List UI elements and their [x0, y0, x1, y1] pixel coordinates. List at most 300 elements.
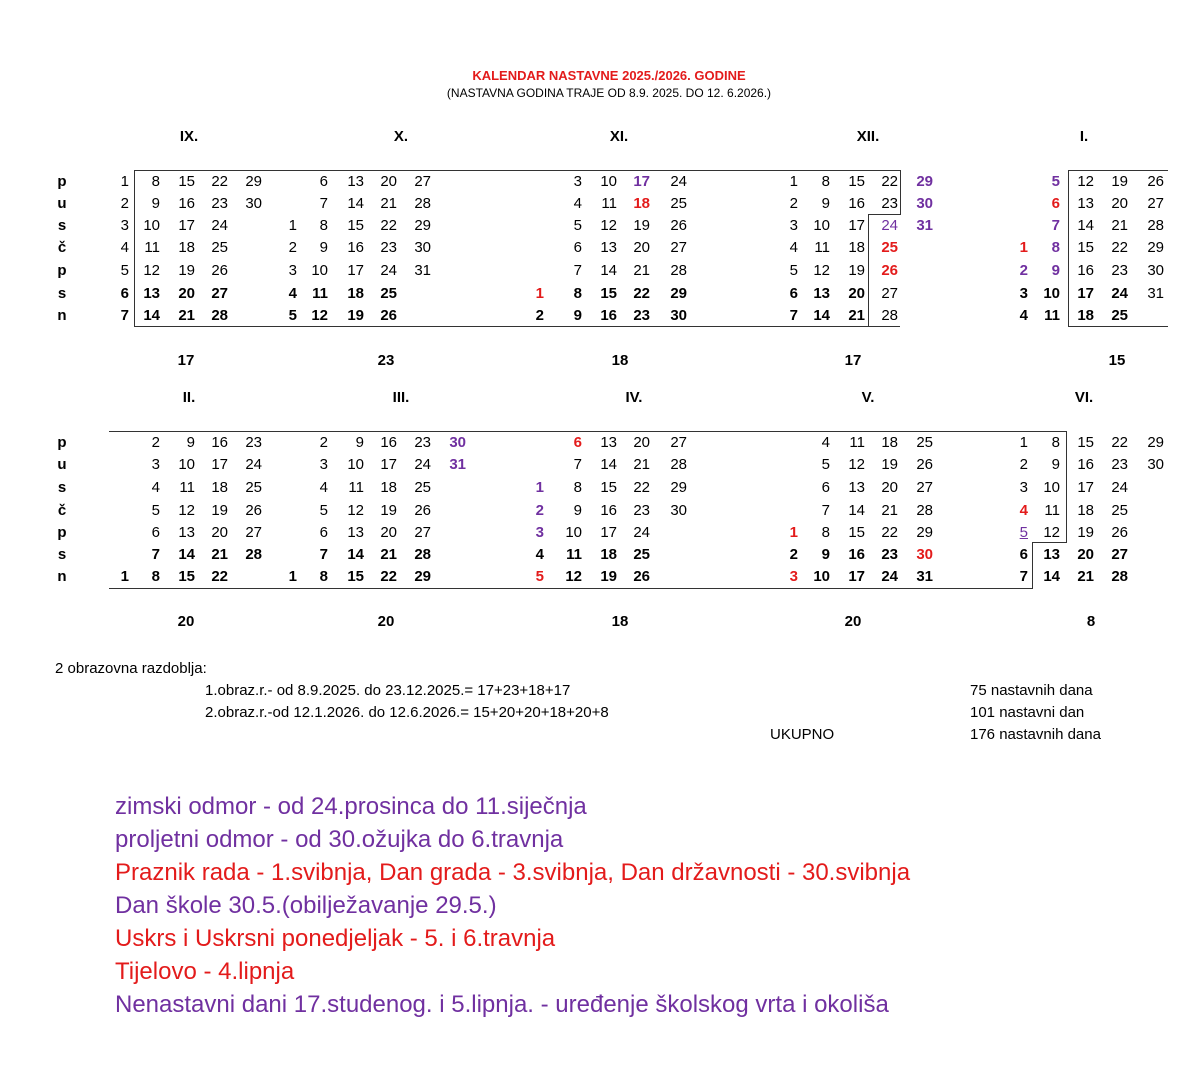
top_rows-day-cell: 8 [151, 173, 160, 190]
top_rows-day-cell: 20 [380, 173, 397, 190]
bottom_rows-day-cell: 16 [380, 434, 397, 451]
bottom_rows-day-cell: 4 [319, 479, 328, 496]
day-letter-bottom: u [57, 456, 67, 473]
top_rows-day-cell: 23 [881, 195, 898, 212]
top_rows-day-cell: 11 [1044, 307, 1060, 324]
bottom_rows-day-cell: 18 [881, 434, 898, 451]
top_rows-day-cell: 5 [120, 262, 129, 279]
top_rows-day-cell: 5 [789, 262, 798, 279]
legend-corpus-christi: Tijelovo - 4.lipnja [115, 958, 295, 985]
bottom_rows-day-cell: 26 [916, 456, 933, 473]
bottom_rows-day-cell: 27 [916, 479, 933, 496]
top_rows-day-cell: 24 [380, 262, 397, 279]
bottom_rows-day-cell: 30 [916, 546, 933, 563]
bottom_rows-day-cell: 2 [319, 434, 328, 451]
top_rows-day-cell: 20 [178, 285, 195, 302]
top_rows-day-cell: 6 [789, 285, 798, 302]
day-letter-top: p [57, 173, 67, 190]
bottom_rows-day-cell: 18 [600, 546, 617, 563]
bottom_rows-day-cell: 31 [916, 568, 933, 585]
bottom_rows-day-cell: 7 [573, 456, 582, 473]
bottom_rows-day-cell: 30 [449, 434, 466, 451]
bottom_rows-day-cell: 3 [151, 456, 160, 473]
legend-spring-break: proljetni odmor - od 30.ožujka do 6.travnja [115, 826, 564, 853]
bottom_rows-day-cell: 26 [633, 568, 650, 585]
bottom_rows-day-cell: 10 [813, 568, 830, 585]
bottom_rows-day-cell: 19 [380, 502, 397, 519]
top_rows-day-cell: 8 [821, 173, 830, 190]
month-label: V. [861, 389, 875, 406]
top_rows-day-cell: 17 [633, 173, 650, 190]
period-border-line [868, 214, 869, 326]
top_rows-day-cell: 16 [600, 307, 617, 324]
month-total: 20 [177, 613, 195, 630]
bottom_rows-day-cell: 8 [1051, 434, 1060, 451]
month-total: 18 [611, 613, 629, 630]
bottom_rows-day-cell: 15 [347, 568, 364, 585]
bottom_rows-day-cell: 7 [821, 502, 830, 519]
top_rows-day-cell: 6 [1051, 195, 1060, 212]
top_rows-day-cell: 20 [848, 285, 865, 302]
top_rows-day-cell: 10 [1043, 285, 1060, 302]
month-total: 20 [377, 613, 395, 630]
bottom_rows-day-cell: 26 [414, 502, 431, 519]
bottom_rows-day-cell: 26 [245, 502, 262, 519]
bottom_rows-day-cell: 23 [1111, 456, 1128, 473]
bottom_rows-day-cell: 20 [1077, 546, 1094, 563]
top_rows-day-cell: 30 [916, 195, 933, 212]
legend-school-day: Dan škole 30.5.(obilježavanje 29.5.) [115, 892, 497, 919]
bottom_rows-day-cell: 18 [380, 479, 397, 496]
top_rows-day-cell: 16 [347, 239, 364, 256]
top_rows-day-cell: 14 [1077, 217, 1094, 234]
top_rows-day-cell: 1 [1019, 239, 1028, 256]
bottom_rows-day-cell: 10 [347, 456, 364, 473]
bottom_rows-day-cell: 11 [849, 434, 865, 451]
month-total: 17 [177, 352, 195, 369]
bottom_rows-day-cell: 5 [151, 502, 160, 519]
bottom_rows-day-cell: 19 [881, 456, 898, 473]
top_rows-day-cell: 6 [120, 285, 129, 302]
top_rows-day-cell: 12 [813, 262, 830, 279]
top_rows-day-cell: 11 [144, 239, 160, 256]
bottom_rows-day-cell: 10 [1043, 479, 1060, 496]
top_rows-day-cell: 23 [1111, 262, 1128, 279]
bottom_rows-day-cell: 5 [821, 456, 830, 473]
bottom_rows-day-cell: 3 [535, 524, 544, 541]
bottom_rows-day-cell: 22 [1111, 434, 1128, 451]
bottom_rows-day-cell: 7 [151, 546, 160, 563]
bottom_rows-day-cell: 2 [151, 434, 160, 451]
bottom_rows-day-cell: 8 [319, 568, 328, 585]
bottom_rows-day-cell: 24 [633, 524, 650, 541]
bottom_rows-day-cell: 30 [670, 502, 687, 519]
top_rows-day-cell: 24 [881, 217, 898, 234]
top_rows-day-cell: 25 [211, 239, 228, 256]
bottom_rows-day-cell: 2 [789, 546, 798, 563]
top_rows-day-cell: 29 [414, 217, 431, 234]
period-border-line [1068, 326, 1168, 327]
bottom_rows-day-cell: 14 [347, 546, 364, 563]
bottom_rows-day-cell: 5 [319, 502, 328, 519]
day-letter-top: s [57, 285, 67, 302]
top_rows-day-cell: 30 [245, 195, 262, 212]
page-subtitle: (NASTAVNA GODINA TRAJE OD 8.9. 2025. DO 12. 6.2026.) [446, 86, 772, 100]
top_rows-day-cell: 18 [178, 239, 195, 256]
bottom_rows-day-cell: 17 [1077, 479, 1094, 496]
period-border-line [109, 588, 1033, 589]
bottom_rows-day-cell: 5 [1019, 524, 1028, 541]
top_rows-day-cell: 14 [600, 262, 617, 279]
bottom_rows-day-cell: 23 [414, 434, 431, 451]
period-border-line [1032, 542, 1033, 589]
bottom_rows-day-cell: 23 [245, 434, 262, 451]
top_rows-day-cell: 28 [670, 262, 687, 279]
bottom_rows-day-cell: 16 [600, 502, 617, 519]
bottom_rows-day-cell: 12 [347, 502, 364, 519]
bottom_rows-day-cell: 11 [179, 479, 195, 496]
period-border-line [900, 170, 901, 215]
bottom_rows-day-cell: 25 [1111, 502, 1128, 519]
top_rows-day-cell: 26 [881, 262, 898, 279]
bottom_rows-day-cell: 28 [670, 456, 687, 473]
bottom_rows-day-cell: 13 [178, 524, 195, 541]
top_rows-day-cell: 28 [1147, 217, 1164, 234]
top_rows-day-cell: 23 [380, 239, 397, 256]
bottom_rows-day-cell: 9 [1051, 456, 1060, 473]
summary-total-days: 176 nastavnih dana [970, 726, 1101, 743]
bottom_rows-day-cell: 27 [670, 434, 687, 451]
bottom_rows-day-cell: 3 [789, 568, 798, 585]
period-border-line [109, 431, 1067, 432]
bottom_rows-day-cell: 15 [848, 524, 865, 541]
bottom_rows-day-cell: 28 [245, 546, 262, 563]
month-total: 20 [844, 613, 862, 630]
bottom_rows-day-cell: 1 [288, 568, 297, 585]
top_rows-day-cell: 30 [414, 239, 431, 256]
top_rows-day-cell: 28 [414, 195, 431, 212]
top_rows-day-cell: 31 [414, 262, 431, 279]
bottom_rows-day-cell: 1 [535, 479, 544, 496]
bottom_rows-day-cell: 29 [916, 524, 933, 541]
day-letter-bottom: s [57, 479, 67, 496]
top_rows-day-cell: 24 [211, 217, 228, 234]
bottom_rows-day-cell: 12 [848, 456, 865, 473]
bottom_rows-day-cell: 7 [1019, 568, 1028, 585]
period-border-line [1066, 431, 1067, 543]
bottom_rows-day-cell: 20 [380, 524, 397, 541]
legend-winter-break: zimski odmor - od 24.prosinca do 11.siječnja [115, 793, 587, 820]
top_rows-day-cell: 2 [120, 195, 129, 212]
bottom_rows-day-cell: 11 [348, 479, 364, 496]
top_rows-day-cell: 5 [1051, 173, 1060, 190]
bottom_rows-day-cell: 2 [535, 502, 544, 519]
day-letter-bottom: p [57, 434, 67, 451]
day-letter-top: č [57, 239, 67, 256]
period-border-line [134, 170, 135, 327]
day-letter-top: n [57, 307, 67, 324]
top_rows-day-cell: 26 [211, 262, 228, 279]
top_rows-day-cell: 13 [600, 239, 617, 256]
bottom_rows-day-cell: 27 [414, 524, 431, 541]
bottom_rows-day-cell: 6 [573, 434, 582, 451]
top_rows-day-cell: 15 [1077, 239, 1094, 256]
bottom_rows-day-cell: 8 [821, 524, 830, 541]
day-letter-bottom: p [57, 524, 67, 541]
bottom_rows-day-cell: 10 [178, 456, 195, 473]
top_rows-day-cell: 29 [916, 173, 933, 190]
top_rows-day-cell: 18 [848, 239, 865, 256]
period-border-line [1032, 542, 1066, 543]
bottom_rows-day-cell: 14 [600, 456, 617, 473]
top_rows-day-cell: 20 [633, 239, 650, 256]
bottom_rows-day-cell: 19 [600, 568, 617, 585]
bottom_rows-day-cell: 1 [1019, 434, 1028, 451]
top_rows-day-cell: 3 [573, 173, 582, 190]
top_rows-day-cell: 26 [380, 307, 397, 324]
month-label: VI. [1074, 389, 1094, 406]
top_rows-day-cell: 16 [1077, 262, 1094, 279]
top_rows-day-cell: 2 [1019, 262, 1028, 279]
bottom_rows-day-cell: 28 [916, 502, 933, 519]
top_rows-day-cell: 28 [881, 307, 898, 324]
top_rows-day-cell: 4 [288, 285, 297, 302]
legend-easter: Uskrs i Uskrsni ponedjeljak - 5. i 6.travnja [115, 925, 556, 952]
period-border-line [134, 170, 900, 171]
month-label: XI. [609, 128, 629, 145]
top_rows-day-cell: 18 [347, 285, 364, 302]
month-label: III. [392, 389, 410, 406]
top_rows-day-cell: 19 [848, 262, 865, 279]
top_rows-day-cell: 6 [319, 173, 328, 190]
day-letter-top: p [57, 262, 67, 279]
bottom_rows-day-cell: 29 [670, 479, 687, 496]
bottom_rows-day-cell: 12 [565, 568, 582, 585]
top_rows-day-cell: 19 [178, 262, 195, 279]
top_rows-day-cell: 17 [347, 262, 364, 279]
bottom_rows-day-cell: 20 [211, 524, 228, 541]
top_rows-day-cell: 23 [633, 307, 650, 324]
top_rows-day-cell: 2 [789, 195, 798, 212]
top_rows-day-cell: 4 [789, 239, 798, 256]
period-border-line [1068, 170, 1168, 171]
top_rows-day-cell: 21 [633, 262, 650, 279]
bottom_rows-day-cell: 17 [211, 456, 228, 473]
top_rows-day-cell: 7 [573, 262, 582, 279]
top_rows-day-cell: 13 [347, 173, 364, 190]
bottom_rows-day-cell: 21 [380, 546, 397, 563]
top_rows-day-cell: 16 [848, 195, 865, 212]
bottom_rows-day-cell: 22 [633, 479, 650, 496]
bottom_rows-day-cell: 9 [821, 546, 830, 563]
bottom_rows-day-cell: 22 [211, 568, 228, 585]
bottom_rows-day-cell: 24 [881, 568, 898, 585]
bottom_rows-day-cell: 21 [881, 502, 898, 519]
top_rows-day-cell: 17 [178, 217, 195, 234]
top_rows-day-cell: 7 [1051, 217, 1060, 234]
top_rows-day-cell: 2 [288, 239, 297, 256]
top_rows-day-cell: 31 [916, 217, 933, 234]
bottom_rows-day-cell: 31 [449, 456, 466, 473]
top_rows-day-cell: 31 [1147, 285, 1164, 302]
bottom_rows-day-cell: 25 [916, 434, 933, 451]
bottom_rows-day-cell: 29 [414, 568, 431, 585]
bottom_rows-day-cell: 25 [414, 479, 431, 496]
top_rows-day-cell: 29 [670, 285, 687, 302]
top_rows-day-cell: 6 [573, 239, 582, 256]
top_rows-day-cell: 13 [143, 285, 160, 302]
top_rows-day-cell: 2 [535, 307, 544, 324]
top_rows-day-cell: 27 [414, 173, 431, 190]
bottom_rows-day-cell: 15 [178, 568, 195, 585]
top_rows-day-cell: 22 [211, 173, 228, 190]
bottom_rows-day-cell: 23 [633, 502, 650, 519]
day-letter-top: s [57, 217, 67, 234]
top_rows-day-cell: 22 [380, 217, 397, 234]
month-label: II. [182, 389, 196, 406]
bottom_rows-day-cell: 18 [1077, 502, 1094, 519]
top_rows-day-cell: 14 [813, 307, 830, 324]
page-title: KALENDAR NASTAVNE 2025./2026. GODINE [472, 68, 746, 83]
bottom_rows-day-cell: 17 [380, 456, 397, 473]
bottom_rows-day-cell: 3 [1019, 479, 1028, 496]
bottom_rows-day-cell: 17 [848, 568, 865, 585]
bottom_rows-day-cell: 15 [1077, 434, 1094, 451]
bottom_rows-day-cell: 6 [821, 479, 830, 496]
top_rows-day-cell: 11 [312, 285, 328, 302]
bottom_rows-day-cell: 4 [151, 479, 160, 496]
bottom_rows-day-cell: 19 [1077, 524, 1094, 541]
bottom_rows-day-cell: 13 [1043, 546, 1060, 563]
top_rows-day-cell: 25 [1111, 307, 1128, 324]
top_rows-day-cell: 13 [813, 285, 830, 302]
top_rows-day-cell: 17 [848, 217, 865, 234]
top_rows-day-cell: 3 [1019, 285, 1028, 302]
summary-heading: 2 obrazovna razdoblja: [55, 660, 207, 677]
summary-period-1: 1.obraz.r.- od 8.9.2025. do 23.12.2025.= 17+23+18+17 [205, 682, 571, 699]
top_rows-day-cell: 25 [881, 239, 898, 256]
top_rows-day-cell: 14 [347, 195, 364, 212]
bottom_rows-day-cell: 18 [211, 479, 228, 496]
top_rows-day-cell: 30 [670, 307, 687, 324]
bottom_rows-day-cell: 24 [245, 456, 262, 473]
bottom_rows-day-cell: 16 [1077, 456, 1094, 473]
bottom_rows-day-cell: 14 [848, 502, 865, 519]
top_rows-day-cell: 9 [1051, 262, 1060, 279]
top_rows-day-cell: 7 [789, 307, 798, 324]
bottom_rows-day-cell: 21 [211, 546, 228, 563]
top_rows-day-cell: 19 [347, 307, 364, 324]
top_rows-day-cell: 23 [211, 195, 228, 212]
top_rows-day-cell: 8 [573, 285, 582, 302]
month-total: 8 [1086, 613, 1096, 630]
top_rows-day-cell: 10 [600, 173, 617, 190]
top_rows-day-cell: 22 [633, 285, 650, 302]
summary-period-2-days: 101 nastavni dan [970, 704, 1085, 721]
month-label: X. [393, 128, 409, 145]
bottom_rows-day-cell: 27 [245, 524, 262, 541]
top_rows-day-cell: 1 [789, 173, 798, 190]
month-label: XII. [856, 128, 880, 145]
bottom_rows-day-cell: 14 [178, 546, 195, 563]
bottom_rows-day-cell: 22 [380, 568, 397, 585]
day-letter-bottom: s [57, 546, 67, 563]
top_rows-day-cell: 19 [1111, 173, 1128, 190]
bottom_rows-day-cell: 22 [881, 524, 898, 541]
bottom_rows-day-cell: 15 [600, 479, 617, 496]
top_rows-day-cell: 4 [1019, 307, 1028, 324]
top_rows-day-cell: 10 [311, 262, 328, 279]
legend-holidays-may: Praznik rada - 1.svibnja, Dan grada - 3.svibnja, Dan državnosti - 30.svibnja [115, 859, 911, 886]
top_rows-day-cell: 3 [288, 262, 297, 279]
top_rows-day-cell: 27 [1147, 195, 1164, 212]
top_rows-day-cell: 17 [1077, 285, 1094, 302]
top_rows-day-cell: 21 [178, 307, 195, 324]
top_rows-day-cell: 8 [1051, 239, 1060, 256]
top_rows-day-cell: 7 [319, 195, 328, 212]
top_rows-day-cell: 26 [1147, 173, 1164, 190]
day-letter-top: u [57, 195, 67, 212]
period-border-line [868, 214, 900, 215]
bottom_rows-day-cell: 23 [881, 546, 898, 563]
top_rows-day-cell: 29 [1147, 239, 1164, 256]
bottom_rows-day-cell: 7 [319, 546, 328, 563]
month-total: 17 [844, 352, 862, 369]
top_rows-day-cell: 24 [1111, 285, 1128, 302]
bottom_rows-day-cell: 9 [573, 502, 582, 519]
summary-period-2: 2.obraz.r.-od 12.1.2026. do 12.6.2026.= 15+20+20+18+20+8 [205, 704, 609, 721]
top_rows-day-cell: 12 [143, 262, 160, 279]
bottom_rows-day-cell: 19 [211, 502, 228, 519]
top_rows-day-cell: 8 [319, 217, 328, 234]
bottom_rows-day-cell: 4 [821, 434, 830, 451]
bottom_rows-day-cell: 28 [414, 546, 431, 563]
month-total: 18 [611, 352, 629, 369]
top_rows-day-cell: 3 [789, 217, 798, 234]
bottom_rows-day-cell: 24 [414, 456, 431, 473]
top_rows-day-cell: 12 [1077, 173, 1094, 190]
top_rows-day-cell: 20 [1111, 195, 1128, 212]
bottom_rows-day-cell: 6 [151, 524, 160, 541]
bottom_rows-day-cell: 27 [1111, 546, 1128, 563]
bottom_rows-day-cell: 13 [600, 434, 617, 451]
period-border-line [1068, 170, 1069, 327]
bottom_rows-day-cell: 4 [535, 546, 544, 563]
summary-total-label: UKUPNO [770, 726, 835, 743]
top_rows-day-cell: 25 [380, 285, 397, 302]
bottom_rows-day-cell: 12 [178, 502, 195, 519]
top_rows-day-cell: 26 [670, 217, 687, 234]
top_rows-day-cell: 15 [347, 217, 364, 234]
bottom_rows-day-cell: 20 [633, 434, 650, 451]
top_rows-day-cell: 9 [573, 307, 582, 324]
top_rows-day-cell: 27 [211, 285, 228, 302]
bottom_rows-day-cell: 6 [1019, 546, 1028, 563]
month-total: 15 [1108, 352, 1126, 369]
bottom_rows-day-cell: 1 [789, 524, 798, 541]
bottom_rows-day-cell: 2 [1019, 456, 1028, 473]
top_rows-day-cell: 10 [143, 217, 160, 234]
bottom_rows-day-cell: 6 [319, 524, 328, 541]
top_rows-day-cell: 1 [288, 217, 297, 234]
top_rows-day-cell: 16 [178, 195, 195, 212]
bottom_rows-day-cell: 17 [600, 524, 617, 541]
top_rows-day-cell: 4 [120, 239, 129, 256]
top_rows-day-cell: 1 [535, 285, 544, 302]
summary-period-1-days: 75 nastavnih dana [970, 682, 1093, 699]
bottom_rows-day-cell: 8 [151, 568, 160, 585]
top_rows-day-cell: 21 [848, 307, 865, 324]
